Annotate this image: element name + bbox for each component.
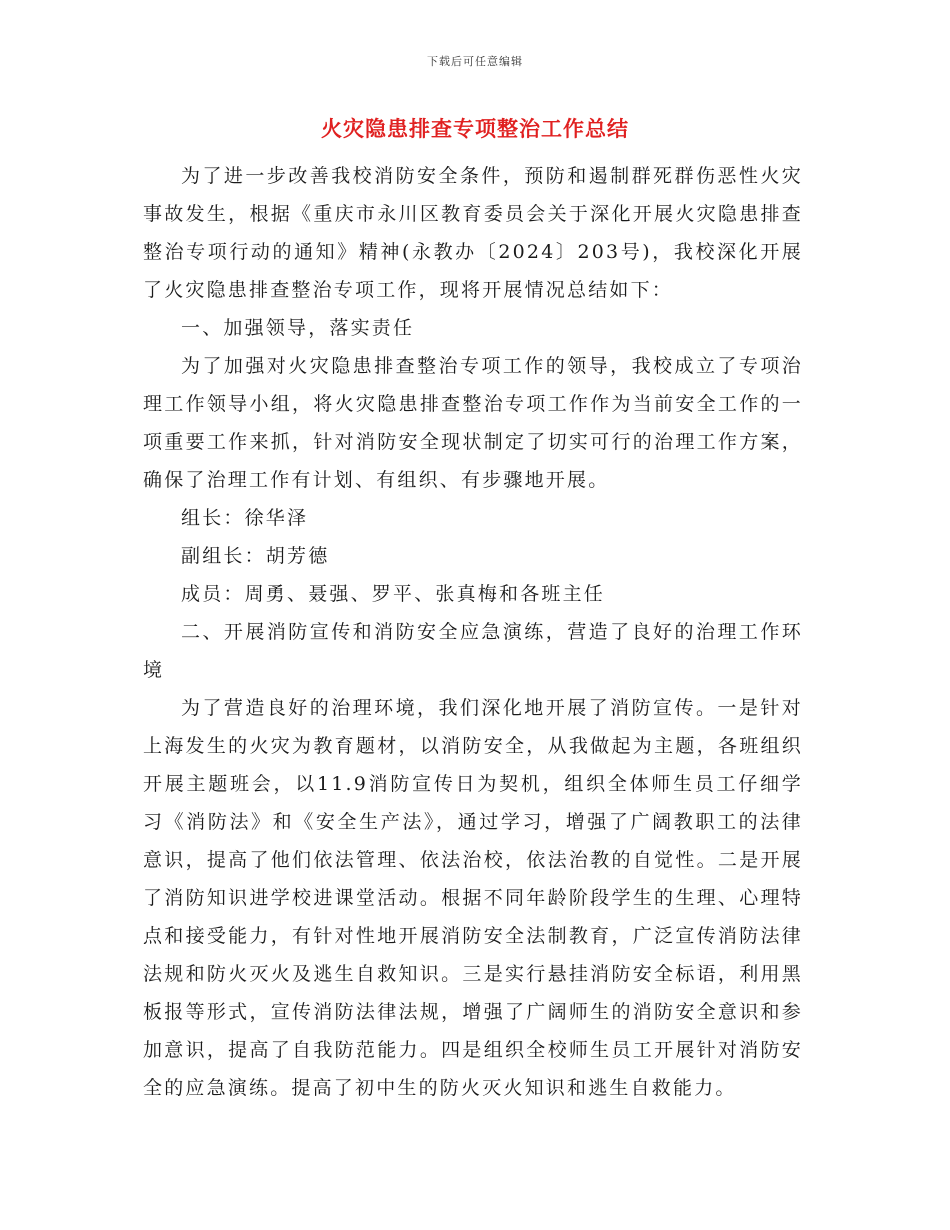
section-heading-2: 二、开展消防宣传和消防安全应急演练，营造了良好的治理工作环境 — [143, 621, 803, 681]
team-deputy-leader: 副组长：胡芳德 — [181, 545, 330, 567]
section-heading-1: 一、加强领导，落实责任 — [181, 317, 415, 339]
team-members: 成员：周勇、聂强、罗平、张真梅和各班主任 — [181, 583, 606, 605]
paragraph-publicity: 为了营造良好的治理环境，我们深化地开展了消防宣传。一是针对上海发生的火灾为教育题材，以消防安全，从我做起为主题，各班组织开展主题班会，以11.9消防宣传日为契机，组织全体师生员工仔细学习《消防法》和《安全生产法》，通过学习，增强了广阔教职工的法律意识，提高了他们依法管理、依法治校，依法治教的自觉性。二是开展了消防知识进学校进课堂活动。根据不同年龄阶段学生的生理、心理特点和接受能力，有针对性地开展消防安全法制教育，广泛宣传消防法律法规和防火灭火及逃生自救知识。三是实行悬挂消防安全标语，利用黑板报等形式，宣传消防法律法规，增强了广阔师生的消防安全意识和参加意识，提高了自我防范能力。四是组织全校师生员工开展针对消防安全的应急演练。提高了初中生的防火灭火知识和逃生自救能力。 — [143, 697, 803, 1099]
team-leader: 组长：徐华泽 — [181, 507, 309, 529]
paragraph-leadership: 为了加强对火灾隐患排查整治专项工作的领导，我校成立了专项治理工作领导小组，将火灾隐患排查整治专项工作作为当前安全工作的一项重要工作来抓，针对消防安全现状制定了切实可行的治理工作方案，确保了治理工作有计划、有组织、有步骤地开展。 — [143, 355, 803, 491]
document-body — [143, 157, 803, 1107]
paragraph-intro: 为了进一步改善我校消防安全条件，预防和遏制群死群伤恶性火灾事故发生，根据《重庆市永川区教育委员会关于深化开展火灾隐患排查整治专项行动的通知》精神(永教办〔2024〕203号)，我校深化开展了火灾隐患排查整治专项工作，现将开展情况总结如下： — [143, 165, 803, 301]
header-note: 下载后可任意编辑 — [427, 55, 523, 68]
document-title: 火灾隐患排查专项整治工作总结 — [321, 117, 629, 141]
